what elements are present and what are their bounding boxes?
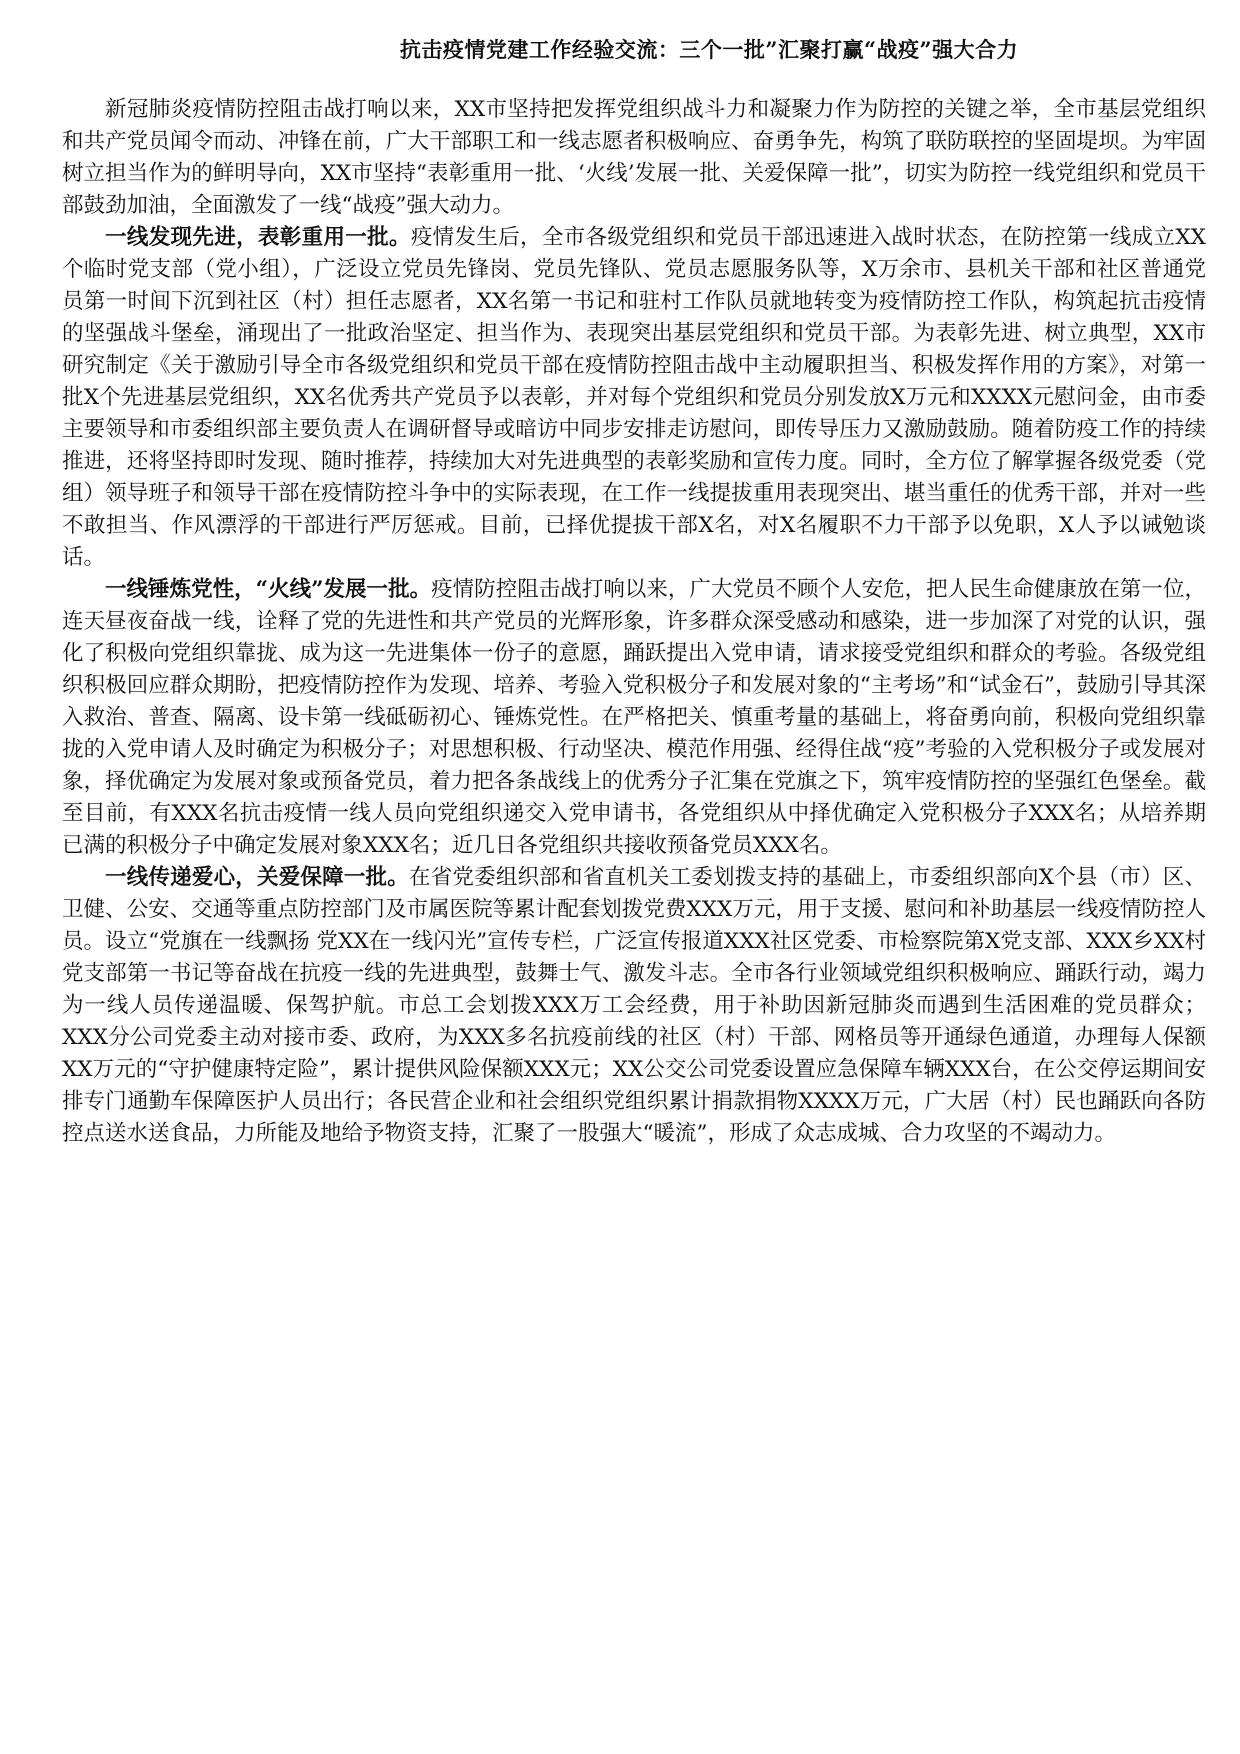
paragraph-commend: [62, 222, 1206, 574]
document-page: [62, 36, 1206, 1150]
paragraph-lead: 一线传递爱心，关爱保障一批。: [105, 865, 409, 890]
paragraph-text: 疫情发生后，全市各级党组织和党员干部迅速进入战时状态，在防控第一线成立XX个临时党支部（党小组），广泛设立党员先锋岗、党员先锋队、党员志愿服务队等，X万余市、县机关干部和社区普通党员第一时间下沉到社区（村）担任志愿者，XX名第一书记和驻村工作队员就地转变为疫情防控工作队，构筑起抗击疫情的坚强战斗堡垒，涌现出了一批政治坚定、担当作为、表现突出基层党组织和党员干部。为表彰先进、树立典型，XX市研究制定《关于激励引导全市各级党组织和党员干部在疫情防控阻击战中主动履职担当、积极发挥作用的方案》，对第一批X个先进基层党组织，XX名优秀共产党员予以表彰，并对每个党组织和党员分别发放X万元和XXXX元慰问金，由市委主要领导和市委组织部主要负责人在调研督导或暗访中同步安排走访慰问，即传导压力又激励鼓励。随着防疫工作的持续推进，还将坚持即时发现、随时推荐，持续加大对先进典型的表彰奖励和宣传力度。同时，全方位了解掌握各级党委（党组）领导班子和领导干部在疫情防控斗争中的实际表现，在工作一线提拔重用表现突出、堪当重任的优秀干部，并对一些不敢担当、作风漂浮的干部进行严厉惩戒。目前，已择优提拔干部X名，对X名履职不力干部予以免职，X人予以诫勉谈话。: [62, 225, 1206, 570]
paragraph-intro: [62, 94, 1206, 222]
paragraph-text: 在省党委组织部和省直机关工委划拨支持的基础上，市委组织部向X个县（市）区、卫健、公安、交通等重点防控部门及市属医院等累计配套划拨党费XXX万元，用于支援、慰问和补助基层一线疫情防控人员。设立“党旗在一线飘扬 党XX在一线闪光”宣传专栏，广泛宣传报道XXX社区党委、市检察院第X党支部、XXX乡XX村党支部第一书记等奋战在抗疫一线的先进典型，鼓舞士气、激发斗志。全市各行业领域党组织积极响应、踊跃行动，竭力为一线人员传递温暖、保驾护航。市总工会划拨XXX万工会经费，用于补助因新冠肺炎而遇到生活困难的党员群众；XXX分公司党委主动对接市委、政府，为XXX多名抗疫前线的社区（村）干部、网格员等开通绿色通道，办理每人保额XX万元的“守护健康特定险”，累计提供风险保额XXX元；XX公交公司党委设置应急保障车辆XXX台，在公交停运期间安排专门通勤车保障医护人员出行；各民营企业和社会组织党组织累计捐款捐物XXXX万元，广大居（村）民也踊跃向各防控点送水送食品，力所能及地给予物资支持，汇聚了一股强大“暖流”，形成了众志成城、合力攻坚的不竭动力。: [62, 865, 1206, 1146]
document-title: 抗击疫情党建工作经验交流：三个一批”汇聚打赢“战疫”强大合力: [399, 37, 1019, 62]
paragraph-lead: 一线锤炼党性，“火线”发展一批。: [105, 577, 432, 602]
paragraph-text: 新冠肺炎疫情防控阻击战打响以来，XX市坚持把发挥党组织战斗力和凝聚力作为防控的关键之举，全市基层党组织和共产党员闻令而动、冲锋在前，广大干部职工和一线志愿者积极响应、奋勇争先，构筑了联防联控的坚固堤坝。为牢固树立担当作为的鲜明导向，XX市坚持“表彰重用一批、‘火线’发展一批、关爱保障一批”，切实为防控一线党组织和党员干部鼓劲加油，全面激发了一线“战疫”强大动力。: [62, 97, 1206, 218]
paragraph-care: [62, 862, 1206, 1150]
paragraph-lead: 一线发现先进，表彰重用一批。: [105, 225, 411, 250]
paragraph-text: 疫情防控阻击战打响以来，广大党员不顾个人安危，把人民生命健康放在第一位，连天昼夜奋战一线，诠释了党的先进性和共产党员的光辉形象，许多群众深受感动和感染，进一步加深了对党的认识，强化了积极向党组织靠拢、成为这一先进集体一份子的意愿，踊跃提出入党申请，请求接受党组织和群众的考验。各级党组织积极回应群众期盼，把疫情防控作为发现、培养、考验入党积极分子和发展对象的“主考场”和“试金石”，鼓励引导其深入救治、普查、隔离、设卡第一线砥砺初心、锤炼党性。在严格把关、慎重考量的基础上，将奋勇向前，积极向党组织靠拢的入党申请人及时确定为积极分子；对思想积极、行动坚决、模范作用强、经得住战“疫”考验的入党积极分子或发展对象，择优确定为发展对象或预备党员，着力把各条战线上的优秀分子汇集在党旗之下，筑牢疫情防控的坚强红色堡垒。截至目前，有XXX名抗击疫情一线人员向党组织递交入党申请书，各党组织从中择优确定入党积极分子XXX名；从培养期已满的积极分子中确定发展对象XXX名；近几日各党组织共接收预备党员XXX名。: [62, 577, 1206, 858]
paragraph-develop: [62, 574, 1206, 862]
